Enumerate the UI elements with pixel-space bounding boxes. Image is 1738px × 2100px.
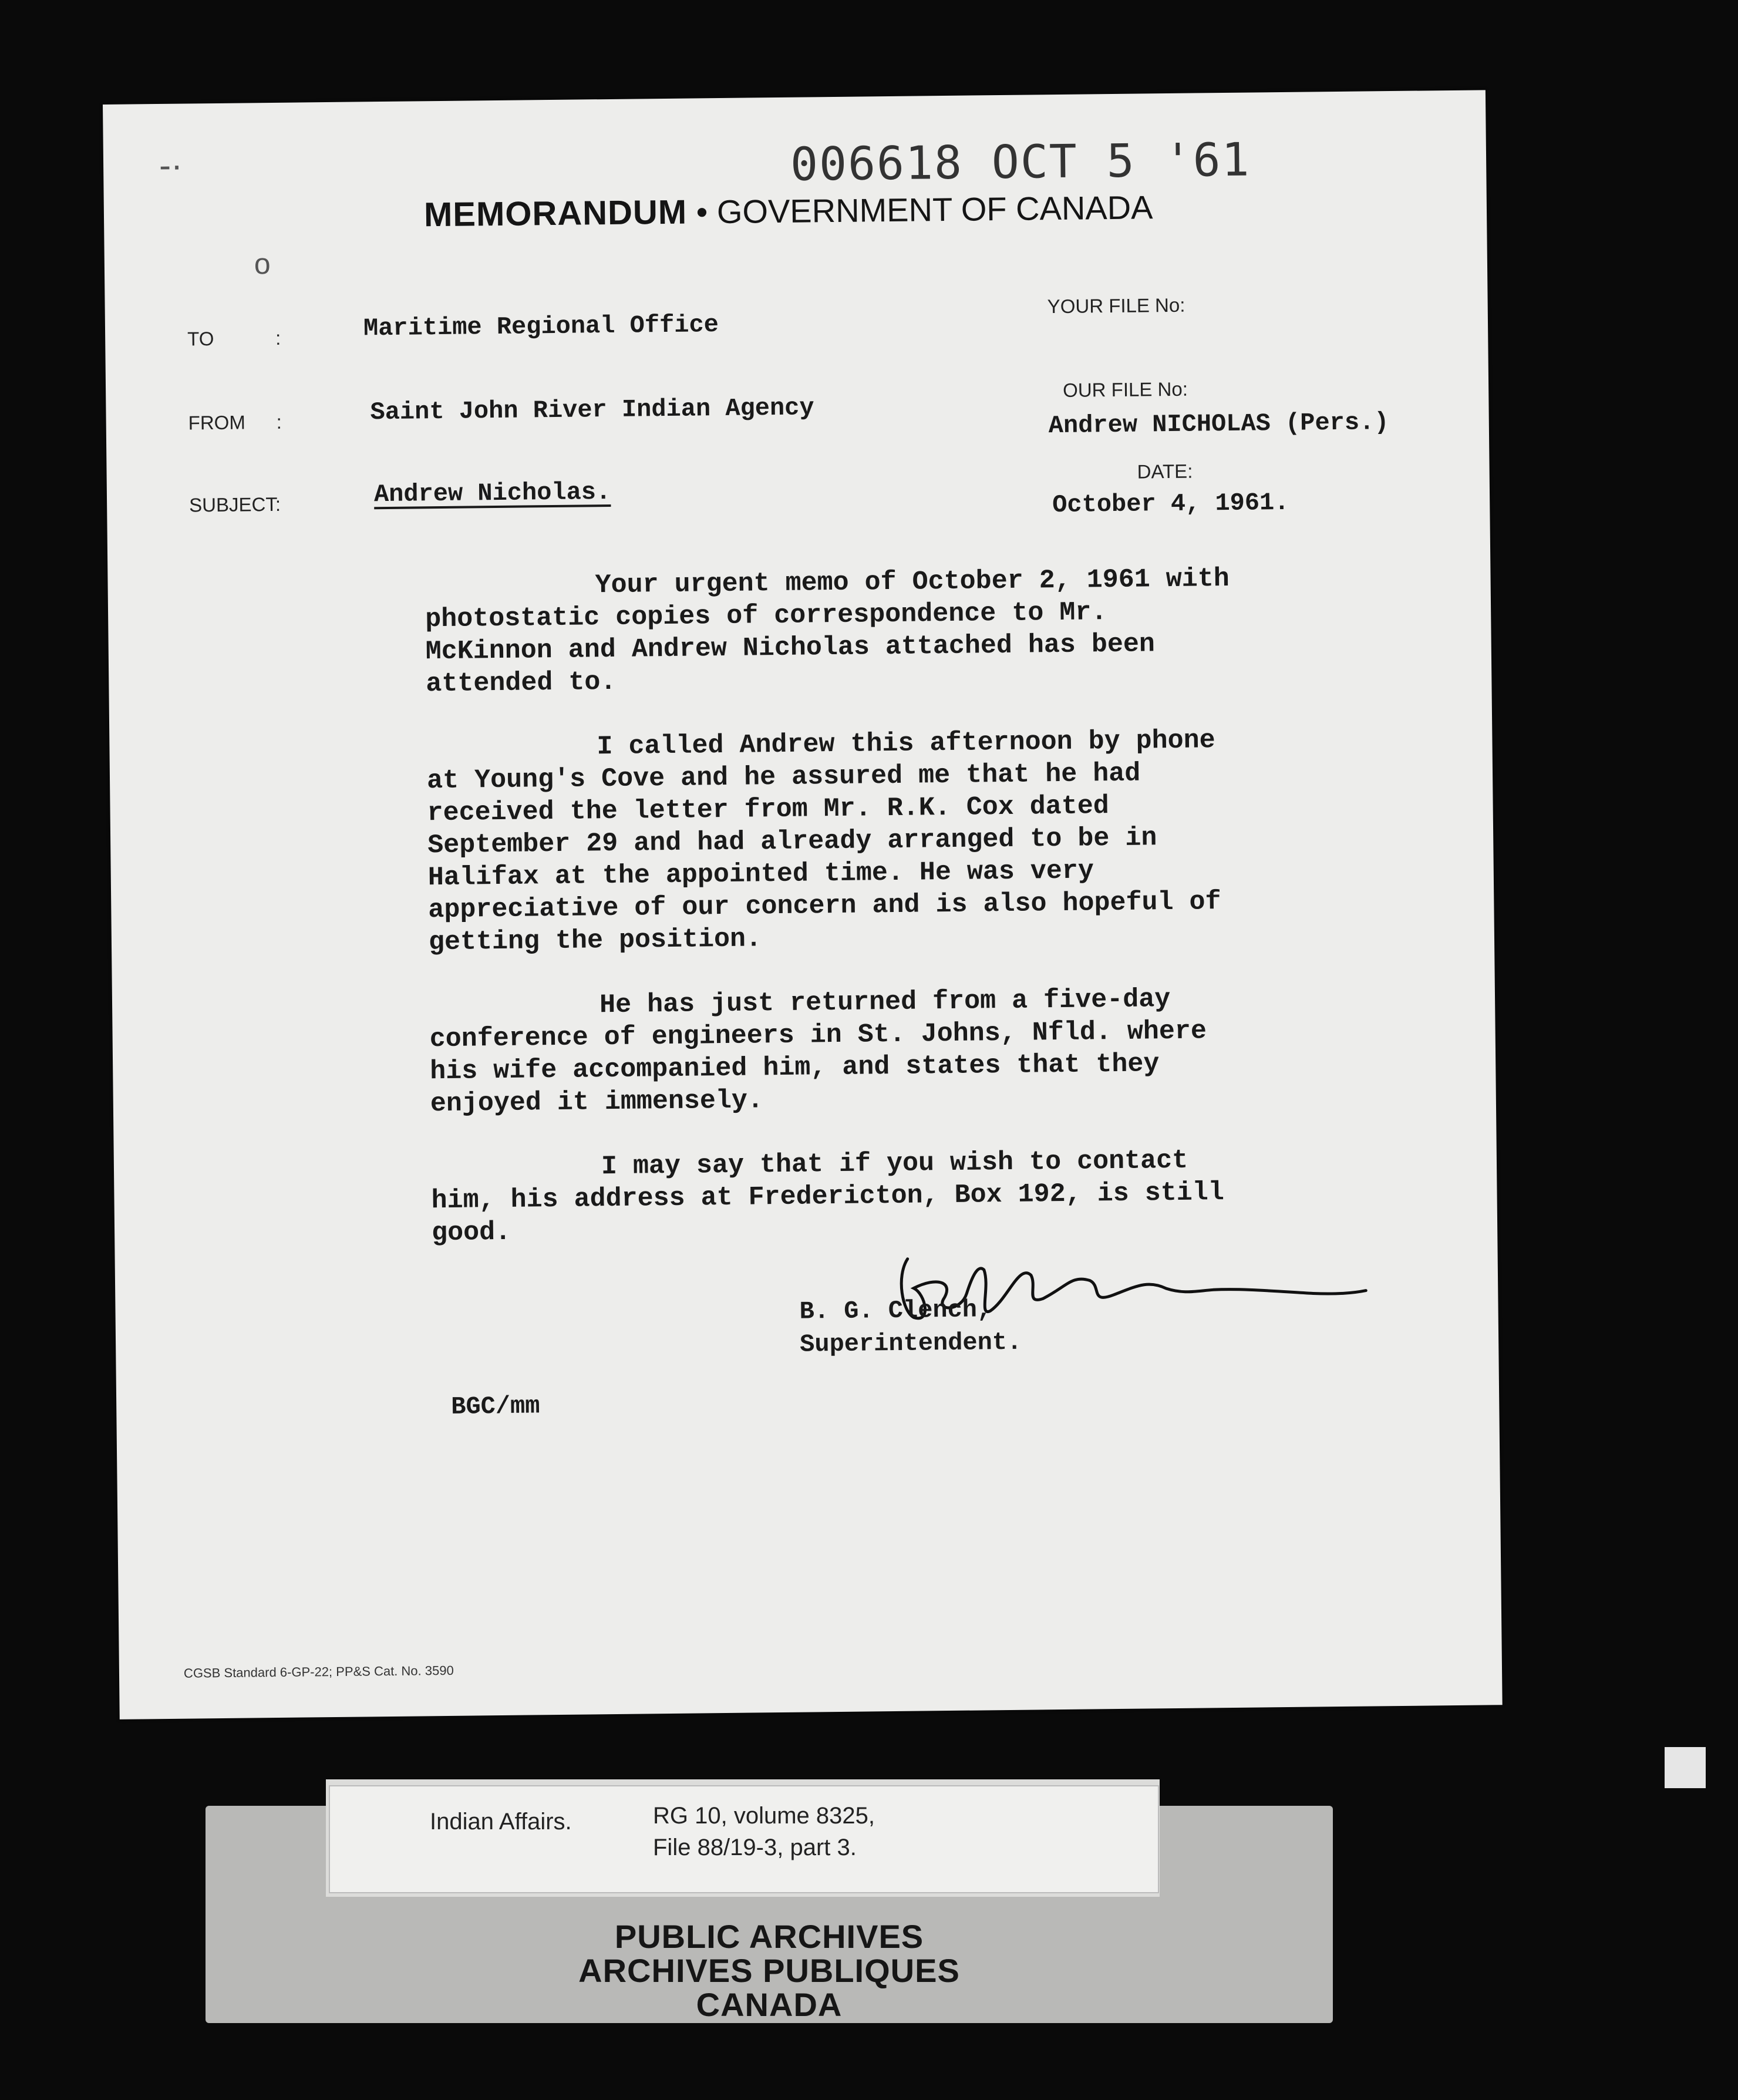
memo-header-rest: GOVERNMENT OF CANADA xyxy=(716,189,1153,231)
archive-label-line1: RG 10, volume 8325, xyxy=(653,1803,875,1829)
scuff-mark: o xyxy=(254,247,271,281)
archive-stamp-line-1: PUBLIC ARCHIVES xyxy=(614,1918,924,1955)
film-edge-mark xyxy=(1665,1747,1706,1788)
to-colon: : xyxy=(275,327,281,349)
memo-sheet xyxy=(103,90,1503,1719)
from-label: FROM xyxy=(188,411,246,434)
our-file-value: Andrew NICHOLAS (Pers.) xyxy=(1048,408,1389,440)
archive-label-line2: File 88/19-3, part 3. xyxy=(653,1835,857,1860)
from-value: Saint John River Indian Agency xyxy=(370,393,814,427)
date-label: DATE: xyxy=(1137,460,1193,483)
your-file-label: YOUR FILE No: xyxy=(1047,294,1185,318)
body-paragraph-4: I may say that if you wish to contact him, his address at Fredericton, Box 192, is still good. xyxy=(431,1145,1225,1248)
body-paragraph-1: Your urgent memo of October 2, 1961 with photostatic copies of correspondence to Mr. McKinnon and Andrew Nicholas attached has been attended to. xyxy=(425,563,1230,699)
receipt-stamp: 006618 OCT 5 '61 xyxy=(790,133,1251,191)
signer-name: B. G. Clench, xyxy=(799,1295,992,1326)
body-paragraph-3: He has just returned from a five-day conference of engineers in St. Johns, Nfld. where his wife accompanied him, and states that they enjoyed it immensely. xyxy=(429,984,1207,1119)
form-footer: CGSB Standard 6-GP-22; PP&S Cat. No. 3590 xyxy=(183,1662,454,1681)
typist-initials: BGC/mm xyxy=(451,1392,540,1421)
body-paragraph-2: I called Andrew this afternoon by phone at Young's Cove and he assured me that he had received the letter from Mr. R.K. Cox dated September 29 and had already arranged to be in Halifax at the appointed time. He was very appreciative of our concern and is also hopeful of getting the position. xyxy=(426,725,1221,958)
to-value: Maritime Regional Office xyxy=(363,311,719,343)
archive-stamp-line-2: ARCHIVES PUBLIQUES xyxy=(578,1952,960,1989)
archive-stamp-line-3: CANADA xyxy=(696,1986,843,2023)
signature-block xyxy=(799,1293,1022,1361)
memo-body xyxy=(425,563,1254,1282)
our-file-label: OUR FILE No: xyxy=(1062,378,1188,401)
signer-title: Superintendent. xyxy=(799,1328,1022,1359)
date-value: October 4, 1961. xyxy=(1052,488,1289,520)
from-colon: : xyxy=(276,410,282,433)
archive-label-left: Indian Affairs. xyxy=(430,1809,572,1835)
memo-header xyxy=(424,187,1153,234)
subject-value: Andrew Nicholas. xyxy=(373,477,611,509)
memo-header-sep: • xyxy=(696,193,708,231)
corner-mark: -· xyxy=(159,145,183,185)
subject-label: SUBJECT: xyxy=(188,493,281,516)
archive-label xyxy=(329,1785,1159,1893)
memo-header-bold: MEMORANDUM xyxy=(423,193,688,234)
to-label: TO xyxy=(187,328,214,350)
